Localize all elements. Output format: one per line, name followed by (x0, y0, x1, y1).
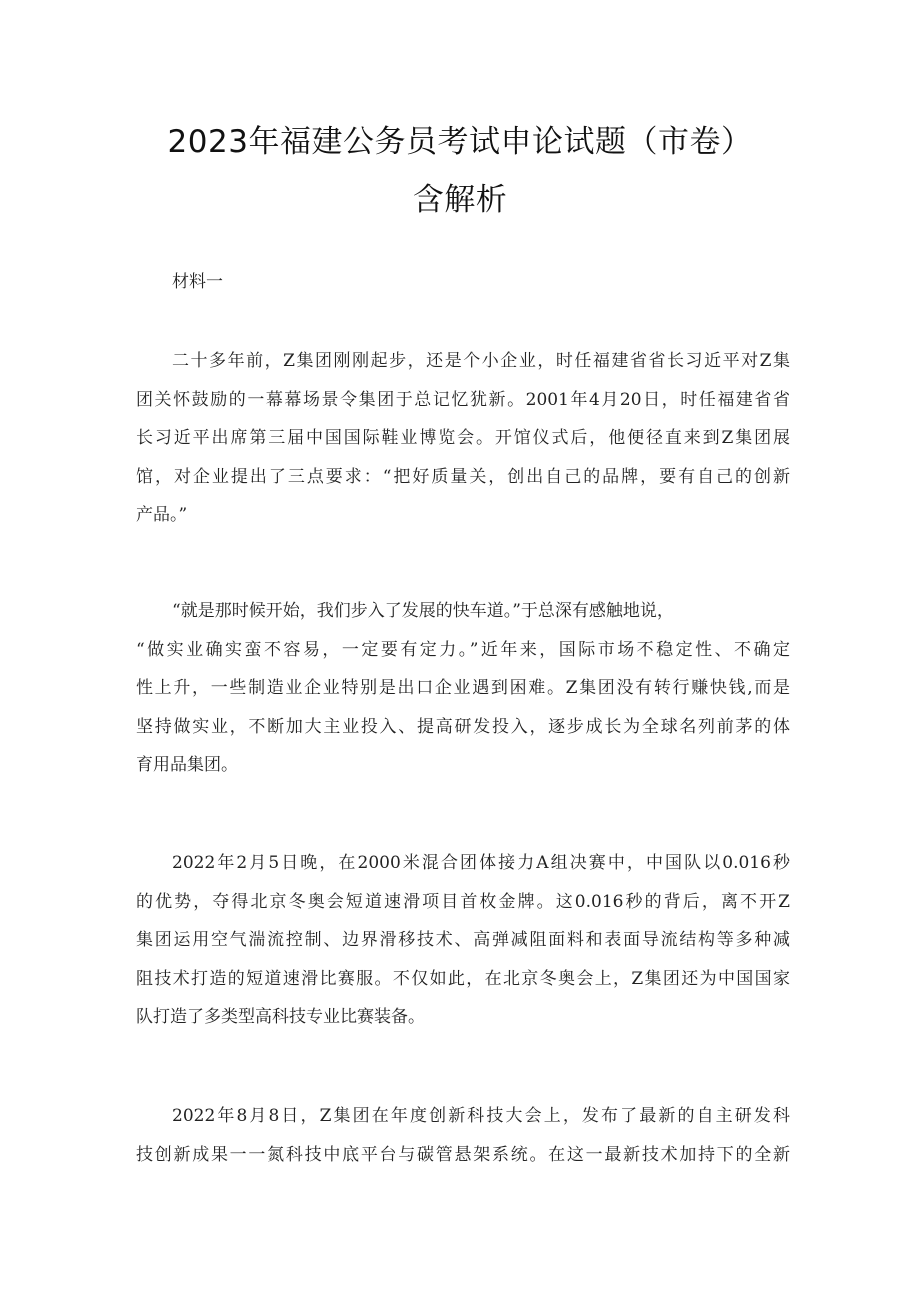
paragraph-line: “就是那时候开始，我们步入了发展的快车道。”于总深有感触地说， (172, 601, 674, 621)
paragraph-line: 2022年8月8日，Z集团在年度创新科技大会上，发布了最新的自主研发科 (172, 1106, 790, 1126)
paragraph-line: 队打造了多类型高科技专业比赛装备。 (136, 1007, 425, 1027)
paragraph-line: 技创新成果一一氮科技中底平台与碳管悬架系统。在这一最新技术加持下的全新 (136, 1144, 790, 1165)
paragraph-line: 2022年2月5日晚，在2000米混合团体接力A组决赛中，中国队以0.016秒 (172, 853, 790, 873)
paragraph-1 (136, 342, 790, 535)
paragraph-line: 的优势，夺得北京冬奥会短道速滑项目首枚金牌。这0.016秒的背后，离不开Z (136, 891, 790, 912)
paragraph-line: 长习近平出席第三届中国国际鞋业博览会。开馆仪式后，他便径直来到Z集团展 (136, 428, 790, 448)
paragraph-line: 团关怀鼓励的一幕幕场景令集团于总记忆犹新。2001年4月20日，时任福建省省 (136, 389, 790, 410)
paragraph-line: 馆，对企业提出了三点要求：“把好质量关，创出自己的品牌，要有自己的创新 (136, 466, 790, 487)
paragraph-line: 二十多年前，Z集团刚刚起步，还是个小企业，时任福建省省长习近平对Z集 (172, 351, 790, 371)
section-label: 材料一 (172, 272, 223, 292)
document-title-line-1: 2023年福建公务员考试申论试题（市卷） (167, 124, 753, 160)
paragraph-4 (136, 1097, 790, 1174)
paragraph-3 (136, 844, 790, 1037)
paragraph-line: 产品。” (136, 505, 188, 525)
paragraph-line: 性上升，一些制造业企业特别是出口企业遇到困难。Z集团没有转行赚快钱,而是 (136, 678, 790, 698)
paragraph-line: “做实业确实蛮不容易，一定要有定力。”近年来，国际市场不稳定性、不确定 (136, 639, 790, 660)
paragraph-line: 集团运用空气湍流控制、边界滑移技术、高弹减阻面料和表面导流结构等多种减 (136, 930, 790, 950)
paragraph-line: 育用品集团。 (136, 755, 238, 775)
paragraph-line: 阻技术打造的短道速滑比赛服。不仅如此，在北京冬奥会上，Z集团还为中国国家 (136, 968, 790, 989)
document-title-line-2: 含解析 (412, 182, 508, 218)
paragraph-line: 坚持做实业，不断加大主业投入、提高研发投入，逐步成长为全球名列前茅的体 (136, 716, 790, 737)
paragraph-2 (136, 592, 790, 785)
